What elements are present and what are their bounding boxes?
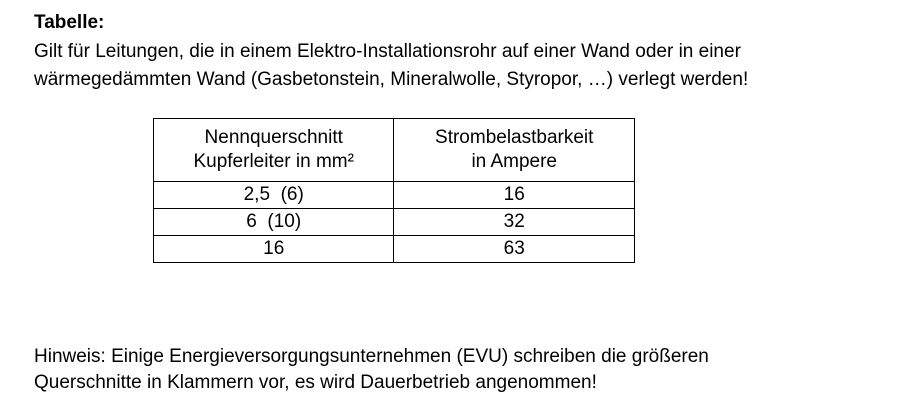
header-cross-section	[154, 119, 394, 182]
ampacity-table	[153, 118, 635, 263]
table-row	[154, 236, 635, 263]
header-cross-section-line-2: Kupferleiter in mm²	[193, 151, 354, 172]
header-current	[394, 119, 635, 182]
cell-current: 16	[394, 182, 635, 209]
cell-cross-section: 6 (10)	[154, 209, 394, 236]
intro-line-1: Gilt für Leitungen, die in einem Elektro-Installationsrohr auf einer Wand oder in einer	[34, 41, 741, 62]
heading: Tabelle:	[34, 12, 105, 33]
note-text	[34, 344, 709, 396]
note-line-1: Hinweis: Einige Energieversorgungsunternehmen (EVU) schreiben die größeren	[34, 346, 709, 367]
header-cross-section-line-1: Nennquerschnitt	[204, 127, 343, 148]
intro-text	[34, 38, 748, 94]
cell-current: 63	[394, 236, 635, 263]
cell-cross-section: 2,5 (6)	[154, 182, 394, 209]
header-current-line-2: in Ampere	[471, 151, 557, 172]
cell-cross-section: 16	[154, 236, 394, 263]
header-current-line-1: Strombelastbarkeit	[435, 127, 594, 148]
intro-line-2: wärmegedämmten Wand (Gasbetonstein, Mineralwolle, Styropor, …) verlegt werden!	[34, 69, 749, 90]
table-row	[154, 209, 635, 236]
note-line-2: Querschnitte in Klammern vor, es wird Dauerbetrieb angenommen!	[34, 372, 597, 393]
table-header-row	[154, 119, 635, 182]
table-row	[154, 182, 635, 209]
cell-current: 32	[394, 209, 635, 236]
